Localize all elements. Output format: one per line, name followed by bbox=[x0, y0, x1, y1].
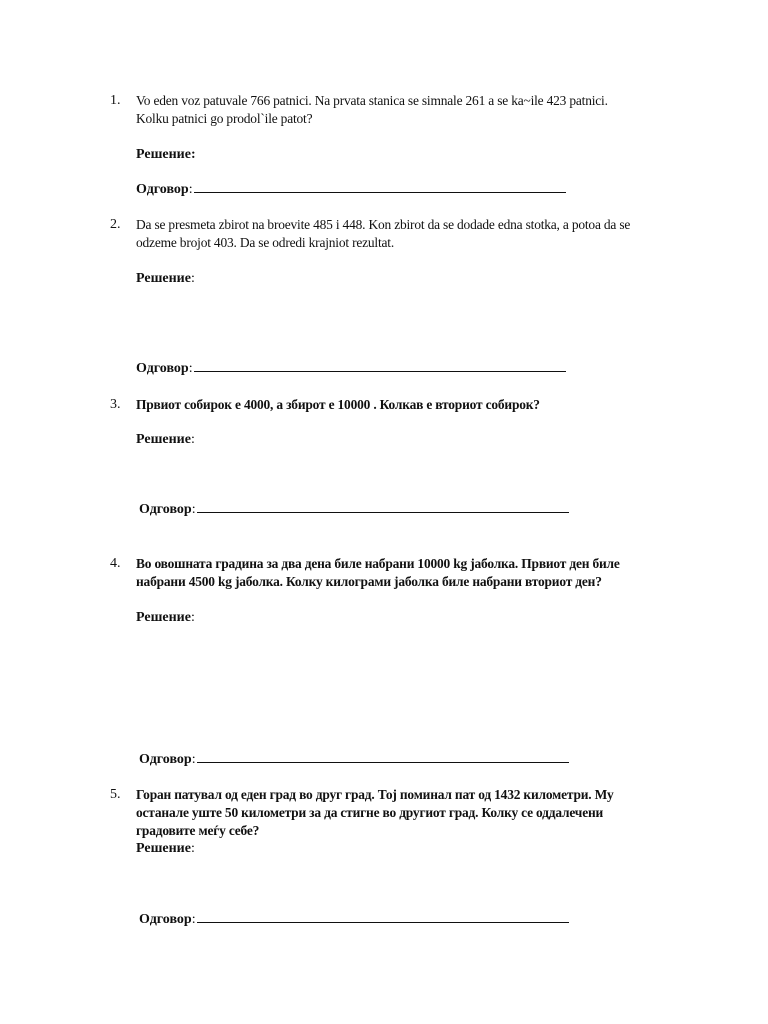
solution-label: Решение: bbox=[136, 147, 196, 162]
answer-label: Одговор bbox=[136, 361, 189, 376]
answer-blank-line[interactable] bbox=[197, 502, 569, 513]
solution-label: Решение: bbox=[136, 271, 195, 286]
answer-row: Одговор: bbox=[139, 912, 569, 928]
problem-number: 5. bbox=[110, 787, 121, 802]
problem-text-line: набрани 4500 kg јаболка. Колку килограми јаболка биле набрани вториот ден? bbox=[136, 575, 602, 590]
problem-1 bbox=[110, 93, 680, 129]
problem-text bbox=[136, 397, 702, 415]
answer-blank-line[interactable] bbox=[197, 912, 569, 923]
problem-text bbox=[136, 93, 702, 129]
problem-text-line: Во овошната градина за два дена биле набрани 10000 kg јаболка. Првиот ден биле bbox=[136, 557, 620, 572]
answer-row: Одговор: bbox=[139, 752, 569, 768]
problem-text-line: градовите меѓу себе? bbox=[136, 824, 260, 839]
answer-blank-line[interactable] bbox=[194, 361, 566, 372]
solution-label: Решение: bbox=[136, 841, 195, 856]
problem-text bbox=[136, 787, 702, 841]
problem-number: 4. bbox=[110, 556, 121, 571]
problem-text-line: Горан патувал од еден град во друг град. Тој поминал пат од 1432 километри. Му bbox=[136, 788, 614, 803]
problem-number: 3. bbox=[110, 397, 121, 412]
problem-3 bbox=[110, 397, 680, 415]
answer-label: Одговор bbox=[139, 752, 192, 767]
problem-text-line: Првиот собирок е 4000, а збирот е 10000 . Колкав е вториот собирок? bbox=[136, 398, 540, 413]
answer-blank-line[interactable] bbox=[197, 752, 569, 763]
answer-label: Одговор bbox=[139, 502, 192, 517]
problem-4 bbox=[110, 556, 680, 592]
problem-text-line: odzeme brojot 403. Da se odredi krajniot rezultat. bbox=[136, 236, 394, 251]
answer-row: Одговор: bbox=[139, 502, 569, 518]
answer-row: Одговор: bbox=[136, 182, 566, 198]
problem-text-line: Da se presmeta zbirot na broevite 485 i 448. Kon zbirot da se dodade edna stotka, a potoa da se bbox=[136, 218, 631, 233]
problem-text bbox=[136, 217, 702, 253]
problem-number: 1. bbox=[110, 93, 121, 108]
answer-label: Одговор bbox=[139, 912, 192, 927]
problem-2 bbox=[110, 217, 680, 253]
problem-text-line: Kolku patnici go prodol`ile patot? bbox=[136, 112, 313, 127]
problem-5 bbox=[110, 787, 680, 841]
problem-number: 2. bbox=[110, 217, 121, 232]
problem-text-line: останале уште 50 километри за да стигне во другиот град. Колку се оддалечени bbox=[136, 806, 604, 821]
answer-blank-line[interactable] bbox=[194, 182, 566, 193]
problem-text bbox=[136, 556, 702, 592]
problem-text-line: Vo eden voz patuvale 766 patnici. Na prvata stanica se simnale 261 a se ka~ile 423 patnici. bbox=[136, 94, 608, 109]
solution-label: Решение: bbox=[136, 610, 195, 625]
solution-label: Решение: bbox=[136, 432, 195, 447]
answer-label: Одговор bbox=[136, 182, 189, 197]
answer-row: Одговор: bbox=[136, 361, 566, 377]
